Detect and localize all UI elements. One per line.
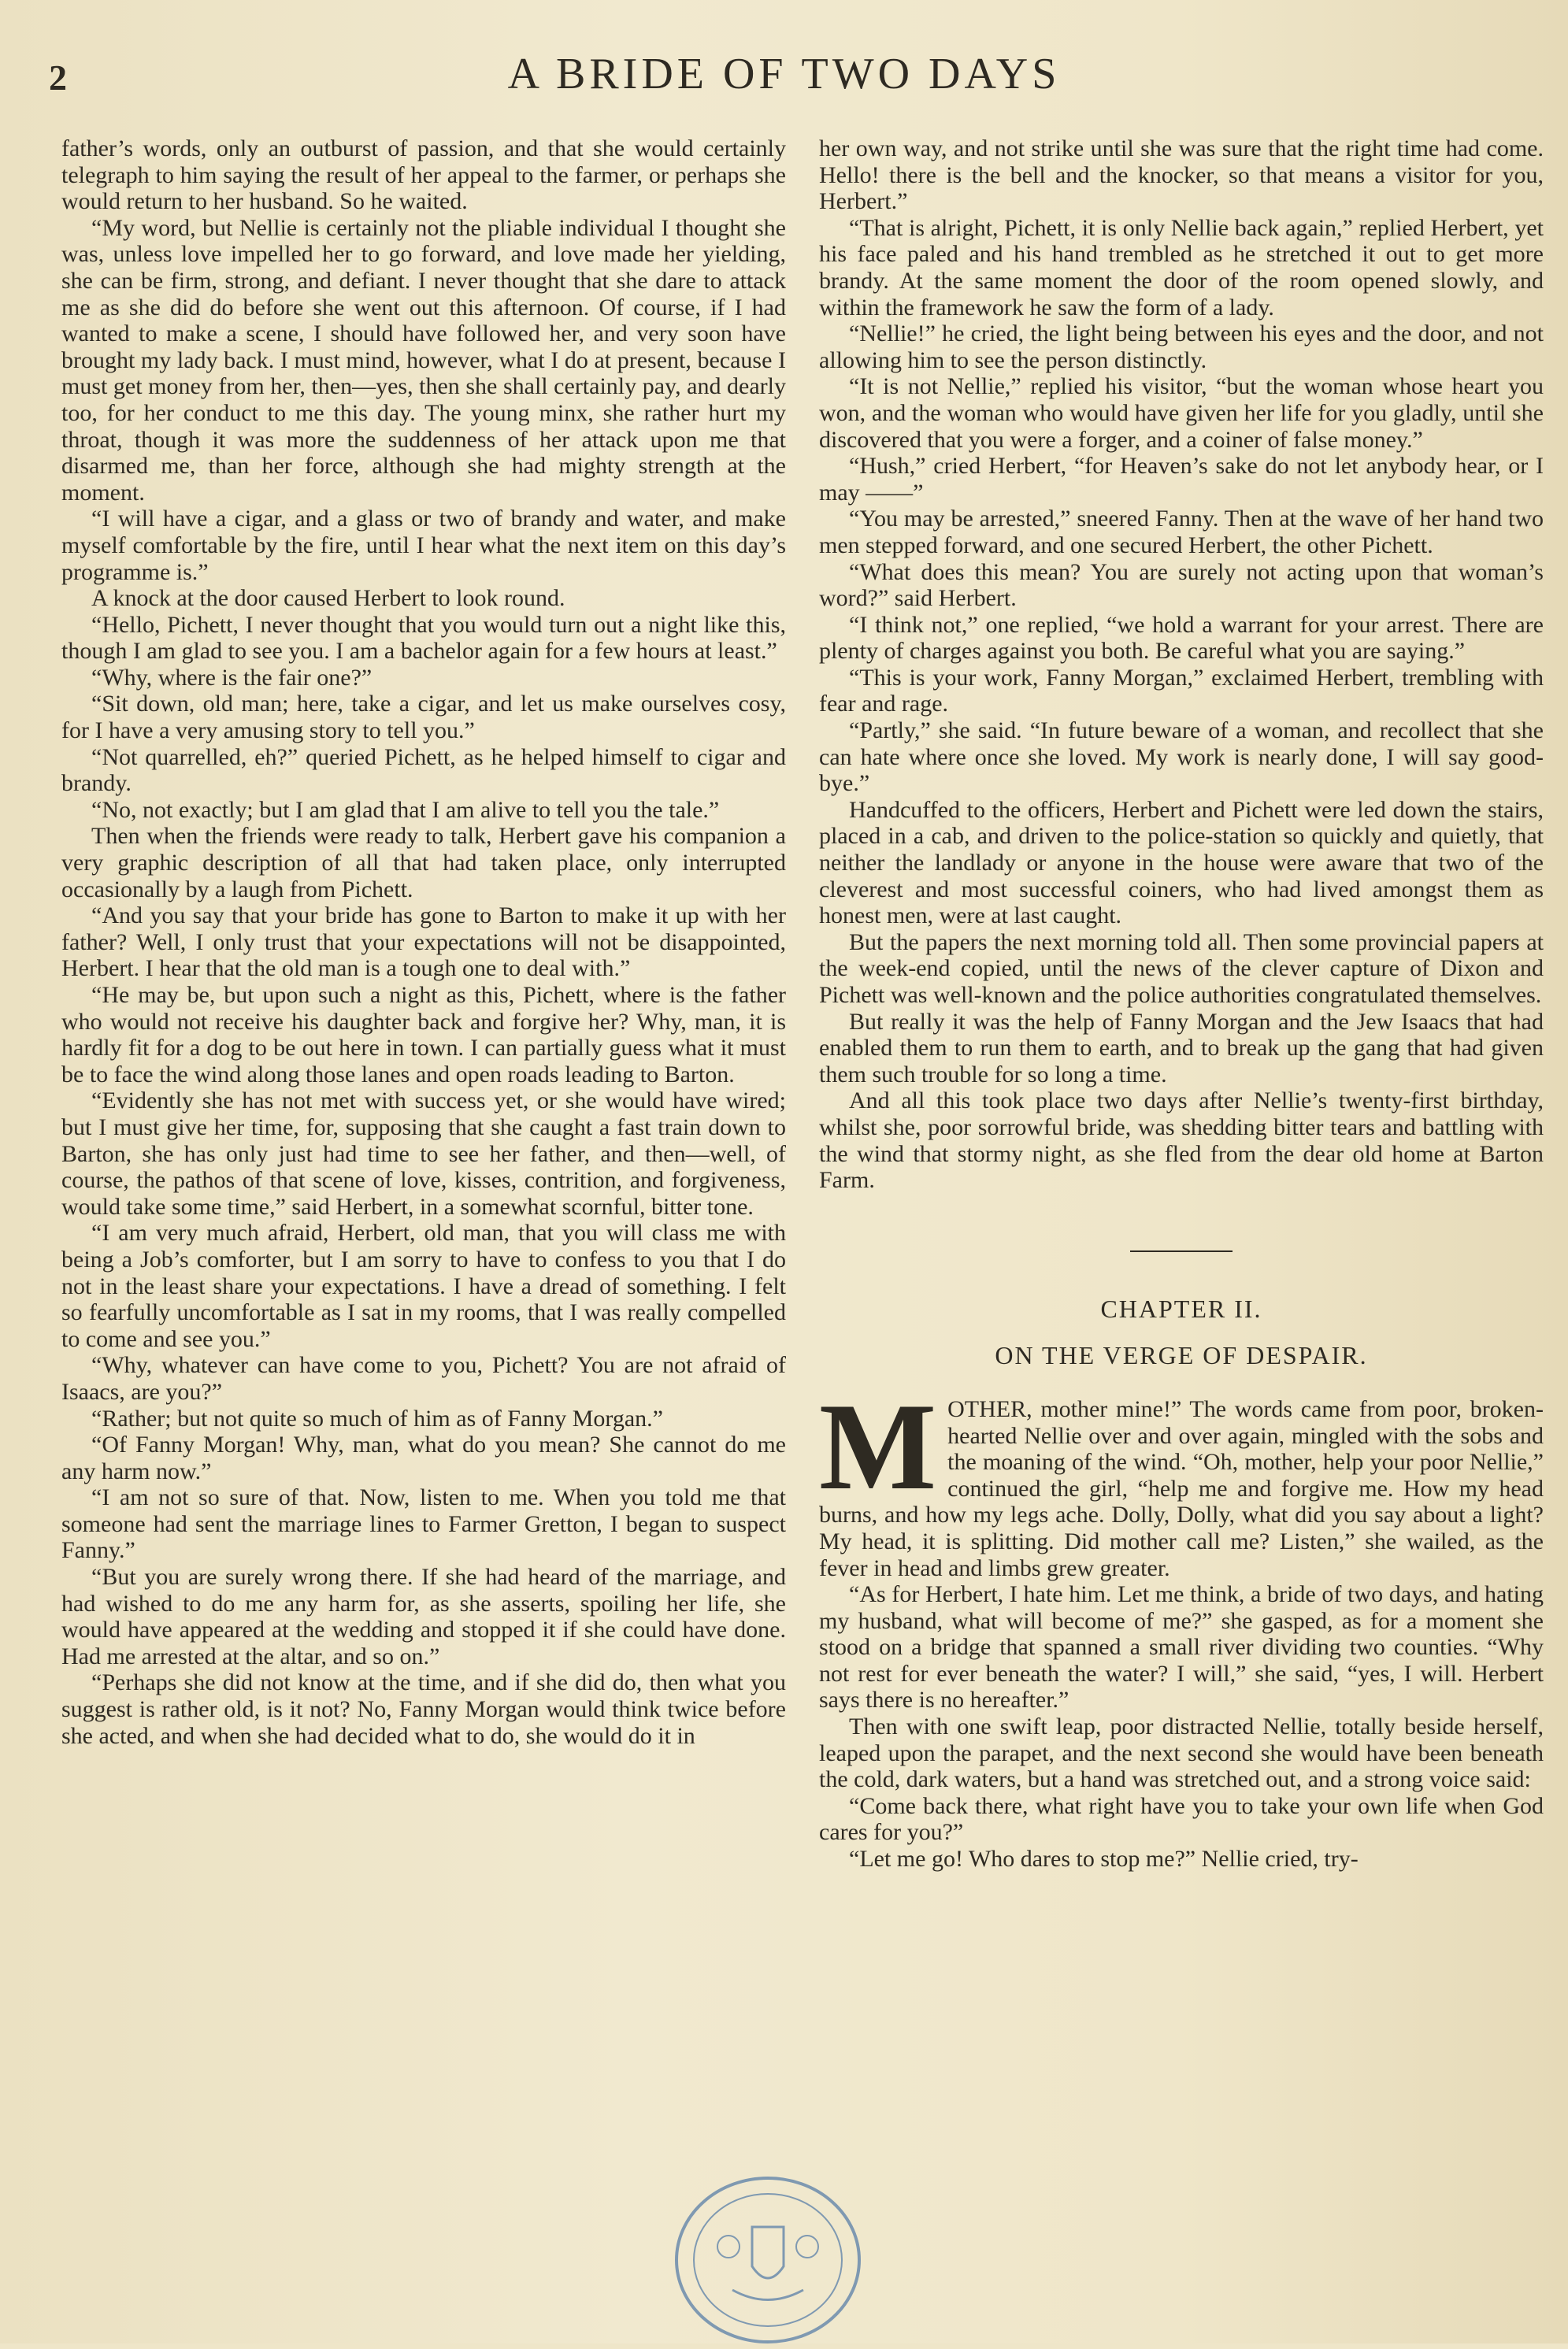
- paragraph: But really it was the help of Fanny Morgan and the Jew Isaacs that had enabled them to run them to earth, and to break up the gang that had given them such trouble for so long a time.: [819, 1008, 1544, 1087]
- paragraph: “Why, whatever can have come to you, Pichett? You are not afraid of Isaacs, are you?”: [61, 1352, 786, 1405]
- section-divider: [1130, 1250, 1233, 1252]
- paragraph: “Rather; but not quite so much of him as of Fanny Morgan.”: [91, 1405, 663, 1432]
- paragraph: “Evidently she has not met with success yet, or she would have wired; but I must give her time, for, supposing that she caught a fast train down to Barton, she has only just had time to see her father, and then—well, of course, the pathos of that scene of love, kisses, contrition, and forgiveness, would take some time,” said Herbert, in a somewhat scornful, bitter tone.: [61, 1087, 786, 1220]
- paragraph: “Why, where is the fair one?”: [91, 664, 373, 691]
- paragraph: “As for Herbert, I hate him. Let me think, a bride of two days, and hating my husband, what will become of me?” she gasped, as for a moment she stood on a bridge that spanned a small river dividing two counties. “Why not rest for ever beneath the water? I will,” she said, “yes, I will. Herbert says there is no hereafter.”: [819, 1581, 1544, 1714]
- paragraph: “Sit down, old man; here, take a cigar, and let us make ourselves cosy, for I have a very amusing story to tell you.”: [61, 691, 786, 744]
- paragraph: And all this took place two days after Nellie’s twenty-first birthday, whilst she, poor sorrowful bride, was shedding bitter tears and battling with the wind that stormy night, as she fled from the dear old home at Barton Farm.: [819, 1087, 1544, 1194]
- paragraph: “I am not so sure of that. Now, listen to me. When you told me that someone had sent the marriage lines to Farmer Gretton, I began to suspect Fanny.”: [61, 1484, 786, 1564]
- paragraph: “But you are surely wrong there. If she had heard of the marriage, and had wished to do me any harm for, as she asserts, spoiling her life, she would have appeared at the wedding and stopped it if she could have done. Had me arrested at the altar, and so on.”: [61, 1564, 786, 1669]
- paragraph: “Come back there, what right have you to take your own life when God cares for you?”: [819, 1792, 1544, 1846]
- paragraph: “Nellie!” he cried, the light being between his eyes and the door, and not allowing him to see the person distinctly.: [819, 320, 1544, 373]
- paragraph: Handcuffed to the officers, Herbert and Pichett were led down the stairs, placed in a cab, and driven to the police-station so quickly and quietly, that neither the landlady or anyone in the house were aware that two of the cleverest and most successful coiners, who had lived amongst them as honest men, were at last caught.: [819, 796, 1544, 929]
- paragraph: “No, not exactly; but I am glad that I am alive to tell you the tale.”: [91, 796, 720, 823]
- paragraph: “I will have a cigar, and a glass or two of brandy and water, and make myself comfortable by the fire, until I hear what the next item on this day’s programme is.”: [61, 506, 786, 585]
- page-number: 2: [49, 57, 67, 98]
- paragraph: “Perhaps she did not know at the time, and if she did do, then what you suggest is rather old, is it not? No, Fanny Morgan would think twice before she acted, and when she had decided what to do, she would do it in: [61, 1669, 786, 1749]
- paragraph: “My word, but Nellie is certainly not the pliable individual I thought she was, unless love impelled her to go forward, and love made her yielding, she can be firm, strong, and defiant. I never thought that she dare to attack me as she did do before she went out this afternoon. Of course, if I had wanted to make a scene, I should have followed her, and very soon have brought my lady back. I must mind, however, what I do at present, because I must get money from her, then—yes, then she shall certainly pay, and dearly too, for her conduct to me this day. The young minx, she rather hurt my throat, though it was more the suddenness of her attack upon me that disarmed me, than her force, although she had mighty strength at the moment.: [61, 214, 786, 506]
- paragraph: “I am very much afraid, Herbert, old man, that you will class me with being a Job’s comforter, but I am sorry to have to confess to you that I do not in the least share your expectations. I have a dread of something. I felt so fearfully uncomfortable as I sat in my rooms, that I was really compelled to come and see you.”: [61, 1220, 786, 1352]
- running-title: A BRIDE OF TWO DAYS: [507, 50, 1061, 98]
- paragraph: “Hush,” cried Herbert, “for Heaven’s sake do not let anybody hear, or I may ——”: [819, 453, 1544, 506]
- paragraph: “He may be, but upon such a night as this, Pichett, where is the father who would not receive his daughter back and forgive her? Why, man, it is hardly fit for a dog to be out here in town. I can partially guess what it must be to face the wind along those lanes and open roads leading to Barton.: [61, 982, 786, 1087]
- paragraph: “You may be arrested,” sneered Fanny. Then at the wave of her hand two men stepped forward, and one secured Herbert, the other Pichett.: [819, 506, 1544, 558]
- chapter-opening-paragraph: [819, 1377, 1544, 1581]
- paragraph: “I think not,” one replied, “we hold a warrant for your arrest. There are plenty of charges against you both. Be careful what you are saying.”: [819, 611, 1544, 665]
- paragraph: “Let me go! Who dares to stop me?” Nellie cried, try-: [849, 1846, 1359, 1873]
- opening-text: OTHER, mother mine!” The words came from poor, broken-hearted Nellie over and over again, mingled with the sobs and the moaning of the wind. “Oh, mother, help your poor Nellie,” continued the girl, “help me and forgive me. How my head burns, and how my legs ache. Dolly, Dolly, what did you say about a light? My head, it is splitting. Did mother call me? Listen,” she wailed, as the fever in head and limbs grew greater.: [819, 1395, 1544, 1581]
- paragraph: “What does this mean? You are surely not acting upon that woman’s word?” said Herbert.: [819, 558, 1544, 612]
- left-column: [61, 135, 786, 1749]
- paragraph: “That is alright, Pichett, it is only Nellie back again,” replied Herbert, yet his face paled and his hand trembled as he stretched it out to get more brandy. At the same moment the door of the room opened slowly, and within the framework he saw the form of a lady.: [819, 214, 1544, 320]
- paragraph: But the papers the next morning told all. Then some provincial papers at the week-end copied, until the news of the clever capture of Dixon and Pichett was well-known and the police authorities congratulated themselves.: [819, 928, 1544, 1008]
- right-column: [819, 135, 1544, 1873]
- paragraph: “This is your work, Fanny Morgan,” exclaimed Herbert, trembling with fear and rage.: [819, 664, 1544, 717]
- paragraph: “Of Fanny Morgan! Why, man, what do you mean? She cannot do me any harm now.”: [61, 1432, 786, 1484]
- chapter-number: CHAPTER II.: [1100, 1294, 1262, 1323]
- paragraph: “And you say that your bride has gone to Barton to make it up with her father? Well, I only trust that your expectations will not be disappointed, Herbert. I hear that the old man is a tough one to deal with.”: [61, 902, 786, 982]
- paragraph: Then when the friends were ready to talk, Herbert gave his companion a very graphic description of all that had taken place, only interrupted occasionally by a laugh from Pichett.: [61, 823, 786, 902]
- drop-cap: M: [819, 1377, 937, 1516]
- paragraph: A knock at the door caused Herbert to look round.: [91, 585, 565, 612]
- paragraph: “Not quarrelled, eh?” queried Pichett, as he helped himself to cigar and brandy.: [61, 743, 786, 797]
- paragraph: “Hello, Pichett, I never thought that you would turn out a night like this, though I am glad to see you. I am a bachelor again for a few hours at least.”: [61, 611, 786, 665]
- paragraph: father’s words, only an outburst of passion, and that she would certainly telegraph to him saying the result of her appeal to the farmer, or perhaps she would return to her husband. So he waited.: [61, 135, 786, 215]
- paragraph: “Partly,” she said. “In future beware of a woman, and recollect that she can hate where once she loved. My work is nearly done, I will say good-bye.”: [819, 717, 1544, 797]
- library-stamp-icon: [669, 2172, 866, 2349]
- paragraph: “It is not Nellie,” replied his visitor, “but the woman whose heart you won, and the woman who would have given her life for you gladly, until she discovered that you were a forger, and a coiner of false money.”: [819, 373, 1544, 453]
- paragraph: her own way, and not strike until she was sure that the right time had come. Hello! there is the bell and the knocker, so that means a visitor for you, Herbert.”: [819, 135, 1544, 215]
- paragraph: Then with one swift leap, poor distracted Nellie, totally beside herself, leaped upon the parapet, and the next second she would have been beneath the cold, dark waters, but a hand was stretched out, and a strong voice said:: [819, 1714, 1544, 1793]
- chapter-title: ON THE VERGE OF DESPAIR.: [995, 1341, 1368, 1370]
